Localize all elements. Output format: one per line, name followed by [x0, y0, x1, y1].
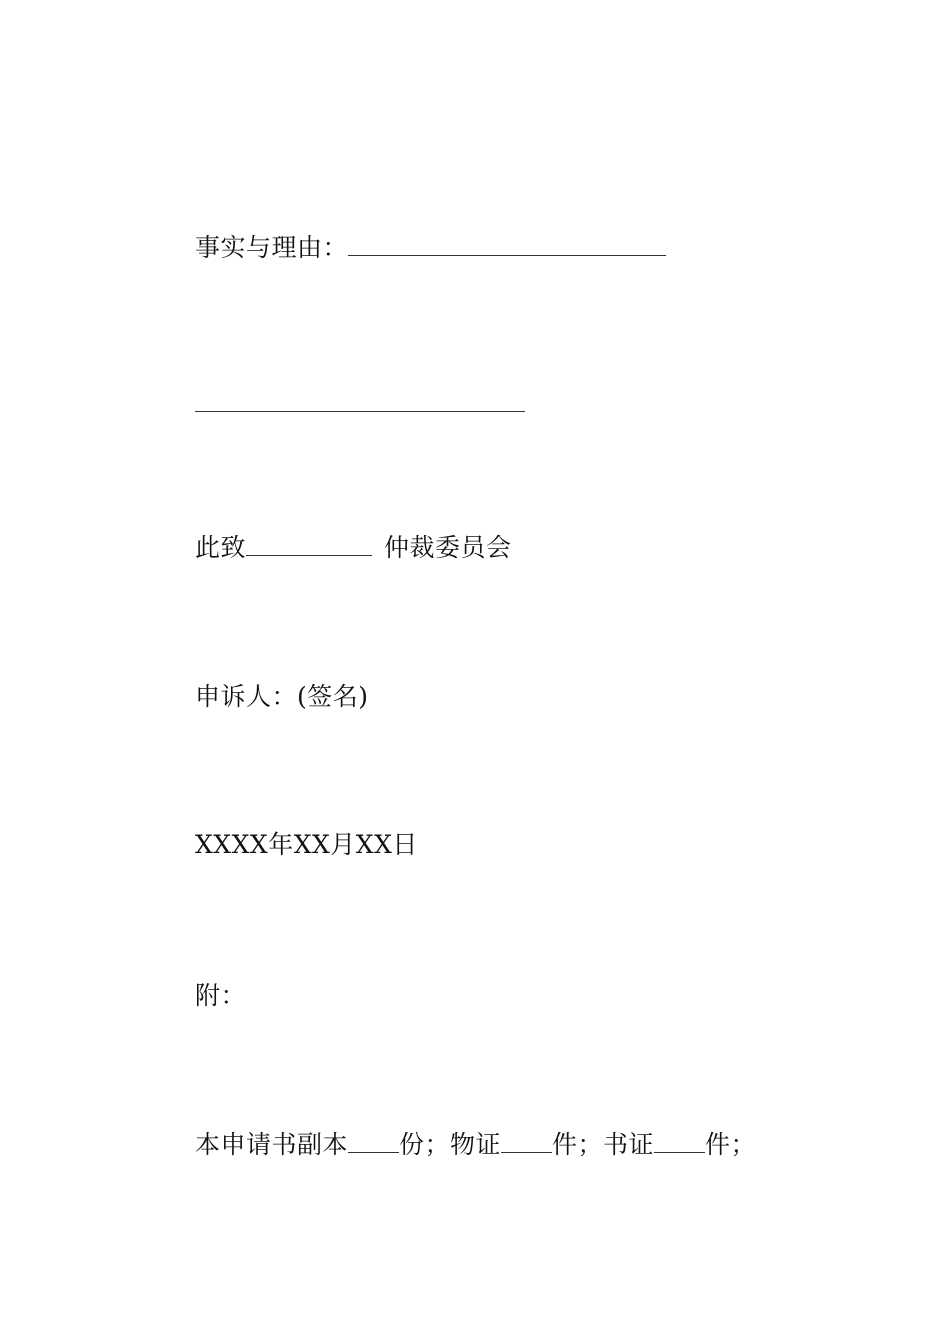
addressee-prefix: 此致 — [195, 533, 247, 562]
facts-continuation-row — [195, 388, 525, 420]
addressee-row — [195, 532, 512, 564]
facts-blank[interactable] — [348, 237, 666, 256]
physical-evidence-count-blank[interactable] — [501, 1134, 552, 1153]
facts-continuation-blank[interactable] — [195, 393, 525, 412]
copies-count-blank[interactable] — [348, 1134, 399, 1153]
date-row — [195, 829, 418, 861]
copies-text-4: 件； — [705, 1130, 757, 1159]
date-text: XXXX年XX月XX日 — [195, 830, 418, 859]
facts-and-reasons-row — [195, 232, 666, 264]
attachment-copies-row — [195, 1129, 756, 1161]
addressee-suffix: 仲裁委员会 — [384, 533, 512, 562]
signer-label: 申诉人：(签名) — [195, 682, 369, 711]
documentary-evidence-count-blank[interactable] — [654, 1134, 705, 1153]
copies-text-3: 件；书证 — [552, 1130, 655, 1159]
facts-label: 事实与理由： — [195, 233, 349, 262]
copies-text-1: 本申请书副本 — [195, 1130, 349, 1159]
signer-row — [195, 681, 369, 713]
commission-name-blank[interactable] — [246, 537, 372, 556]
attachment-label: 附： — [195, 981, 247, 1010]
attachment-row — [195, 980, 246, 1012]
copies-text-2: 份；物证 — [399, 1130, 502, 1159]
